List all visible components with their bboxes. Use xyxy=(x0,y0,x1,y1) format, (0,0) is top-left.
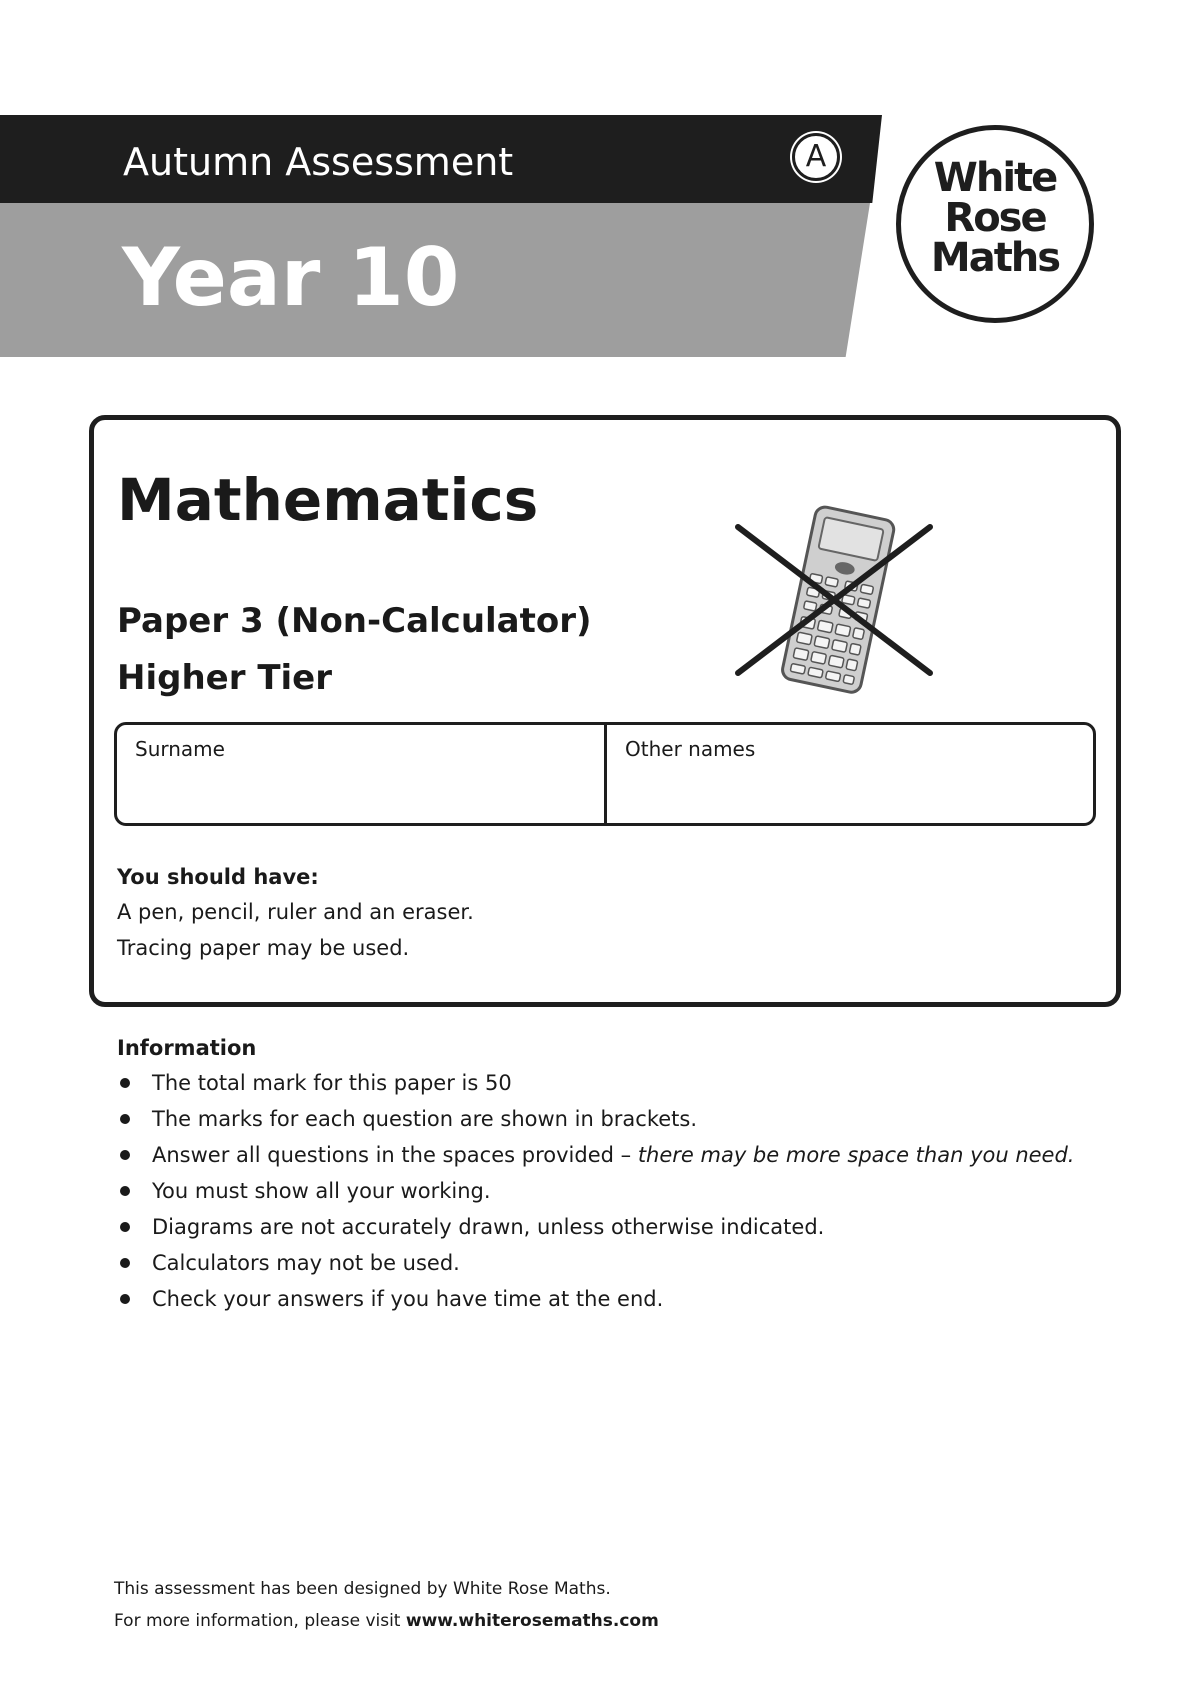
white-rose-maths-logo xyxy=(896,125,1094,323)
bullet-icon xyxy=(120,1222,130,1232)
other-names-field[interactable] xyxy=(612,768,1094,820)
information-item xyxy=(117,1248,1075,1284)
crossed-out-calculator-icon xyxy=(730,505,940,695)
requirements-heading: You should have: xyxy=(117,865,319,889)
website-link[interactable]: www.whiterosemaths.com xyxy=(405,1611,659,1631)
year-title: Year 10 xyxy=(122,231,460,324)
version-badge: A xyxy=(792,133,840,181)
information-item-text: Answer all questions in the spaces provided – xyxy=(152,1143,638,1167)
information-item xyxy=(117,1068,1075,1104)
information-item-text: The total mark for this paper is 50 xyxy=(152,1071,512,1095)
information-item xyxy=(117,1284,1075,1320)
information-item xyxy=(117,1176,1075,1212)
information-item xyxy=(117,1212,1075,1248)
bullet-icon xyxy=(120,1258,130,1268)
logo-line-3: Maths xyxy=(930,235,1060,281)
footer-more-info-text: For more information, please visit xyxy=(114,1611,406,1631)
subject-title: Mathematics xyxy=(117,466,539,534)
information-item-text: The marks for each question are shown in brackets. xyxy=(152,1107,698,1131)
footer-credit: This assessment has been designed by White Rose Maths. xyxy=(114,1579,611,1599)
bullet-icon xyxy=(120,1150,130,1160)
information-heading: Information xyxy=(117,1036,257,1060)
information-item-text: Calculators may not be used. xyxy=(152,1251,460,1275)
information-list xyxy=(117,1068,1075,1320)
logo-line-1: White xyxy=(933,155,1057,201)
other-names-label: Other names xyxy=(625,737,756,761)
name-box-divider xyxy=(604,722,607,826)
requirement-line: A pen, pencil, ruler and an eraser. xyxy=(117,900,474,924)
bullet-icon xyxy=(120,1078,130,1088)
tier-title: Higher Tier xyxy=(117,658,332,698)
surname-field[interactable] xyxy=(120,768,602,820)
logo-line-2: Rose xyxy=(944,195,1046,241)
bullet-icon xyxy=(120,1186,130,1196)
assessment-series-title: Autumn Assessment xyxy=(123,140,514,184)
information-item-text: Check your answers if you have time at the end. xyxy=(152,1287,664,1311)
paper-title: Paper 3 (Non-Calculator) xyxy=(117,601,592,641)
information-item xyxy=(117,1140,1075,1176)
requirement-line: Tracing paper may be used. xyxy=(117,936,410,960)
bullet-icon xyxy=(120,1114,130,1124)
surname-label: Surname xyxy=(135,737,225,761)
bullet-icon xyxy=(120,1294,130,1304)
footer-more-info xyxy=(114,1609,659,1633)
information-item-italic: there may be more space than you need. xyxy=(637,1143,1075,1167)
information-item-text: Diagrams are not accurately drawn, unless otherwise indicated. xyxy=(152,1215,825,1239)
information-item xyxy=(117,1104,1075,1140)
information-item-text: You must show all your working. xyxy=(152,1179,491,1203)
